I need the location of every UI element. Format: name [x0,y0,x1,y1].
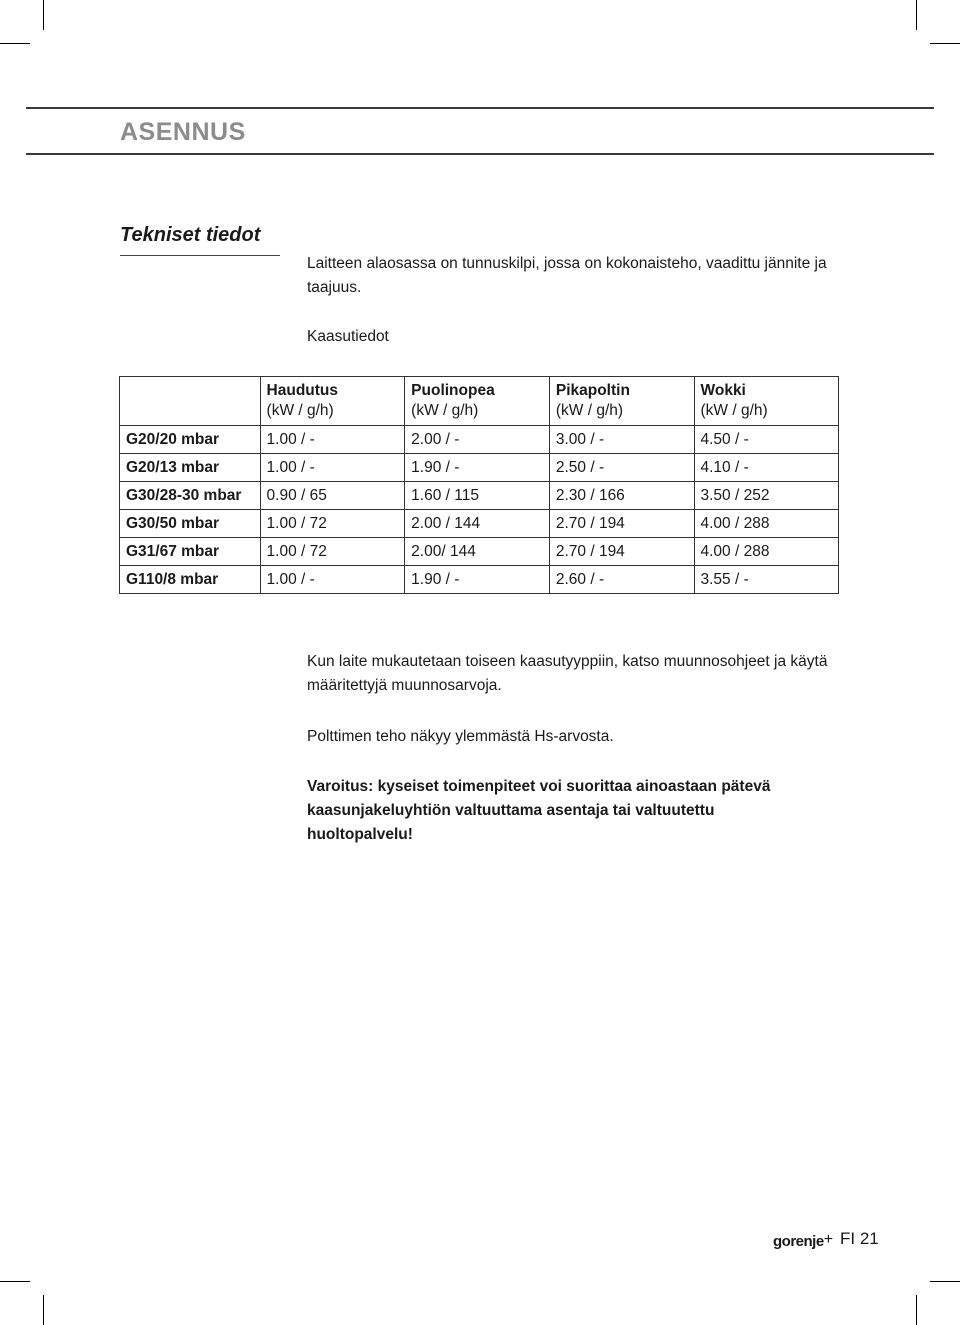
row-label: G30/50 mbar [120,510,261,538]
table-cell: 2.00 / - [405,426,550,454]
page-number: FI 21 [840,1229,879,1248]
intro-paragraph: Laitteen alaosassa on tunnuskilpi, jossa on kokonaisteho, vaadittu jännite ja taajuus. [307,255,827,296]
table-cell: 1.00 / - [260,426,405,454]
crop-mark [43,1295,44,1325]
row-label: G30/28-30 mbar [120,482,261,510]
gas-data-table [119,376,839,594]
crop-mark [0,43,30,44]
subsection-title: Tekniset tiedot [120,224,261,246]
table-cell: 3.50 / 252 [694,482,839,510]
table-cell: 0.90 / 65 [260,482,405,510]
table-cell: 4.00 / 288 [694,510,839,538]
row-label: G20/13 mbar [120,454,261,482]
table-row [120,566,839,594]
table-cell: 1.90 / - [405,566,550,594]
table-cell: 4.50 / - [694,426,839,454]
crop-mark [930,1281,960,1282]
row-label: G20/20 mbar [120,426,261,454]
table-cell: 4.00 / 288 [694,538,839,566]
burner-power-note: Polttimen teho näkyy ylemmästä Hs-arvosta. [307,728,614,745]
table-cell: 2.50 / - [549,454,694,482]
column-header: Haudutus (kW / g/h) [260,377,405,426]
table-corner-cell [120,377,261,426]
column-header: Puolinopea (kW / g/h) [405,377,550,426]
row-label: G31/67 mbar [120,538,261,566]
column-header: Pikapoltin (kW / g/h) [549,377,694,426]
table-cell: 1.60 / 115 [405,482,550,510]
table-cell: 2.70 / 194 [549,538,694,566]
table-row [120,482,839,510]
crop-mark [43,0,44,30]
table-row [120,510,839,538]
table-cell: 1.00 / 72 [260,538,405,566]
column-header: Wokki (kW / g/h) [694,377,839,426]
crop-mark [916,1295,917,1325]
header-rule-bottom [26,153,934,155]
table-cell: 2.00 / 144 [405,510,550,538]
table-cell: 3.00 / - [549,426,694,454]
table-row [120,454,839,482]
crop-mark [916,0,917,30]
header-rule-top [26,107,934,109]
table-heading: Kaasutiedot [307,328,389,345]
table-cell: 2.30 / 166 [549,482,694,510]
table-cell: 3.55 / - [694,566,839,594]
page-section-title: ASENNUS [120,118,246,146]
table-cell: 1.00 / - [260,454,405,482]
table-cell: 2.00/ 144 [405,538,550,566]
crop-mark [930,43,960,44]
subsection-underline [120,255,280,256]
brand-logo: gorenje+ [773,1231,833,1250]
table-cell: 4.10 / - [694,454,839,482]
table-cell: 1.90 / - [405,454,550,482]
table-row [120,426,839,454]
conversion-note: Kun laite mukautetaan toiseen kaasutyyppiin, katso muunnosohjeet ja käytä määritettyjä muunnosarvoja. [307,653,828,694]
table-row [120,538,839,566]
table-cell: 2.60 / - [549,566,694,594]
table-cell: 1.00 / 72 [260,510,405,538]
row-label: G110/8 mbar [120,566,261,594]
warning-note: Varoitus: kyseiset toimenpiteet voi suorittaa ainoastaan pätevä kaasunjakeluyhtiön valtuuttama asentaja tai valtuutettu huoltopalvelu! [307,778,771,843]
table-header-row [120,377,839,426]
table-cell: 1.00 / - [260,566,405,594]
crop-mark [0,1281,30,1282]
table-cell: 2.70 / 194 [549,510,694,538]
